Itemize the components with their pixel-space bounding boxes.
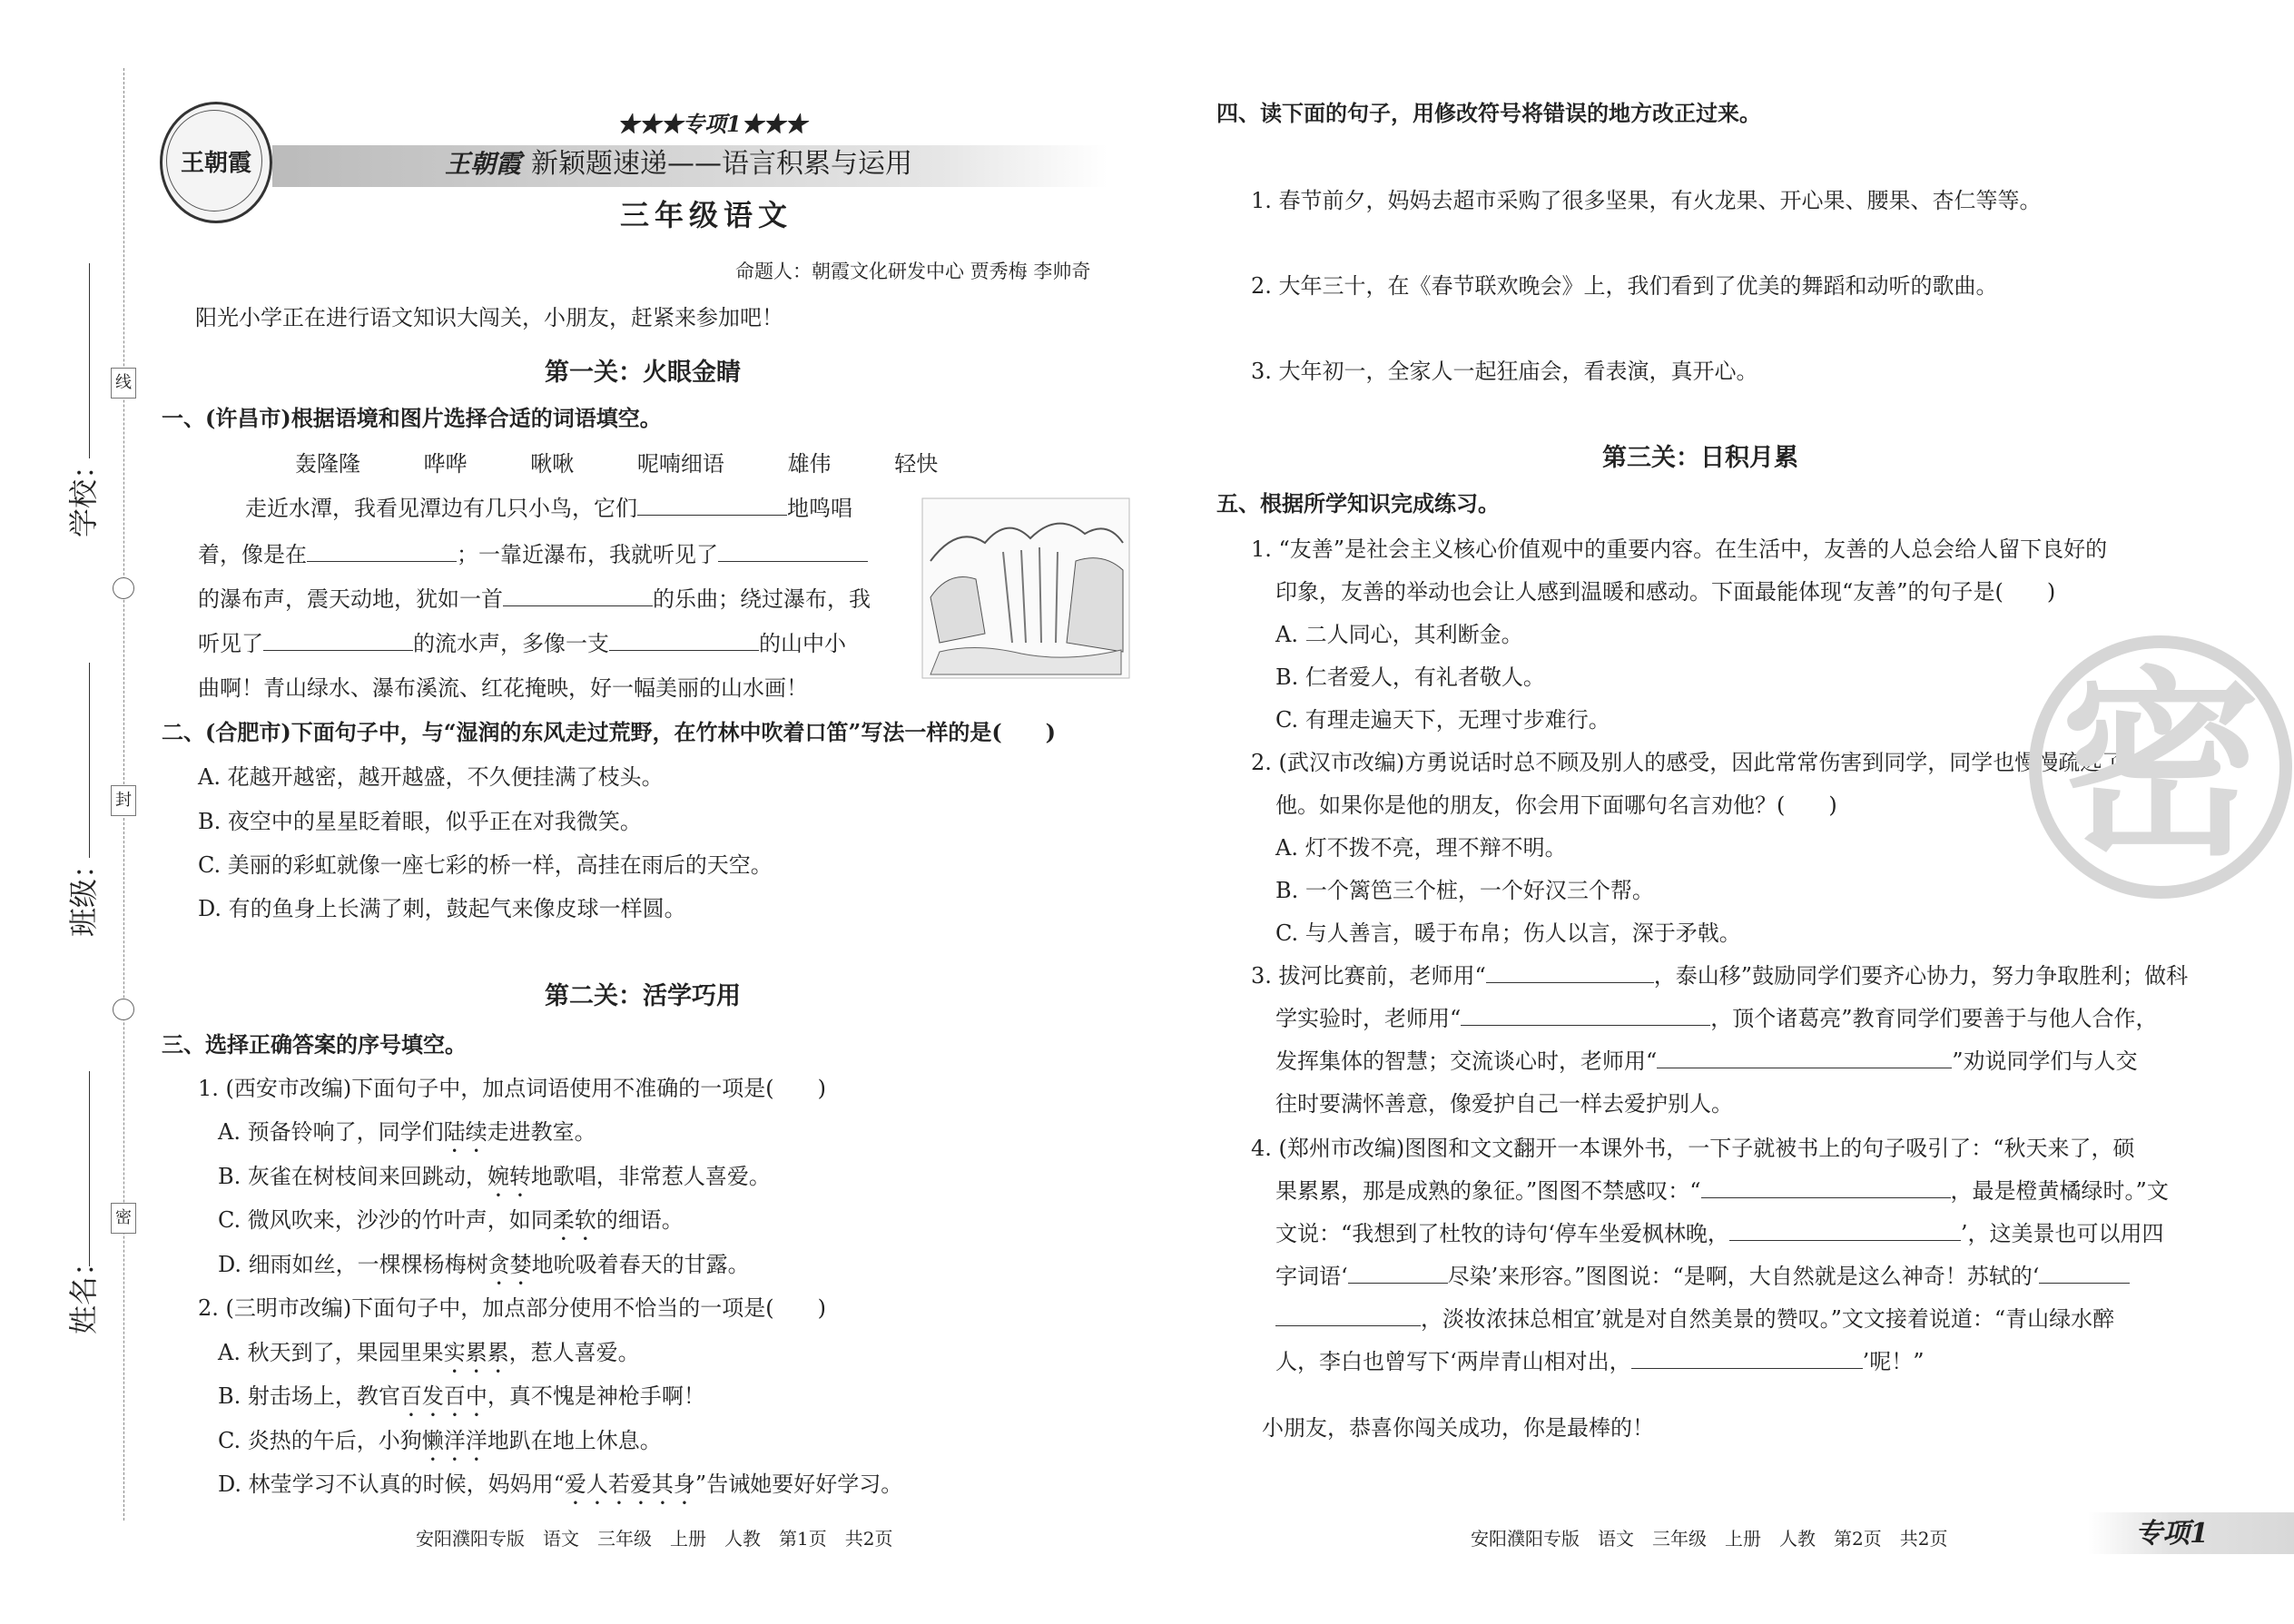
q5-4-line-6: 人，李白也曾写下‘两岸青山相对出， ’呢！” xyxy=(1275,1349,1925,1374)
level1-title: 第一关：火眼金睛 xyxy=(545,359,741,387)
name-field[interactable] xyxy=(89,1071,90,1266)
q1-stem: 一、(许昌市)根据语境和图片选择合适的词语填空。 xyxy=(162,405,662,431)
q5-2-option-a: A. 灯不拨不亮，理不辩不明。 xyxy=(1275,835,1567,861)
closing-text: 小朋友，恭喜你闯关成功，你是最棒的！ xyxy=(1262,1415,1654,1441)
brand-logo-text: 王朝霞 xyxy=(445,149,522,179)
q1-line-4: 听见了 的流水声，多像一支 的山中小 xyxy=(198,631,846,656)
q5-1-line-1: 1. “友善”是社会主义核心价值观中的重要内容。在生活中，友善的人总会给人留下良好的 xyxy=(1251,536,2108,562)
q4-stem: 四、读下面的句子，用修改符号将错误的地方改正过来。 xyxy=(1216,100,1761,126)
q5-3-blank-3[interactable] xyxy=(1657,1048,1952,1068)
waterfall-illustration xyxy=(921,497,1130,679)
blank-4[interactable] xyxy=(503,586,653,606)
q5-2-line-2: 他。如果你是他的朋友，你会用下面哪句名言劝他？( ) xyxy=(1275,792,1837,818)
q1-line-5: 曲啊！青山绿水、瀑布溪流、红花掩映，好一幅美丽的山水画！ xyxy=(198,675,808,701)
q5-4-line-3: 文说：“我想到了杜牧的诗句‘停车坐爱枫林晚， ’，这美景也可以用四 xyxy=(1275,1221,2164,1246)
seal-mark-secret: 密 xyxy=(111,1203,136,1234)
subject-title: 三年级语文 xyxy=(620,198,793,232)
q3-1-option-d: D. 细雨如丝，一棵棵杨梅树贪婪地吮吸着春天的甘露。 xyxy=(218,1252,750,1277)
word-3: 啾啾 xyxy=(530,451,575,477)
binding-flower-2 xyxy=(113,999,134,1020)
q1-line-2: 着，像是在 ；一靠近瀑布，我就听见了 xyxy=(198,541,868,568)
q3-2-option-b: B. 射击场上，教官百发百中，真不愧是神枪手啊！ xyxy=(218,1383,705,1409)
word-6: 轻快 xyxy=(894,451,939,477)
q5-4-blank-6[interactable] xyxy=(1631,1348,1863,1369)
brand-seal-text: 王朝霞 xyxy=(180,150,251,177)
q5-4-blank-1[interactable] xyxy=(1701,1177,1951,1198)
class-label: 班级： xyxy=(66,849,101,937)
q3-1-option-b: B. 灰雀在树枝间来回跳动，婉转地歌唱，非常惹人喜爱。 xyxy=(218,1164,771,1189)
class-field[interactable] xyxy=(89,663,90,858)
q5-3-blank-1[interactable] xyxy=(1486,962,1654,983)
q5-stem: 五、根据所学知识完成练习。 xyxy=(1216,490,1500,517)
footer-tab: 专项1 xyxy=(2135,1518,2209,1550)
q5-4-line-5: ，淡妆浓抹总相宜’就是对自然美景的赞叹。”文文接着说道：“青山绿水醉 xyxy=(1275,1305,2114,1333)
q3-stem: 三、选择正确答案的序号填空。 xyxy=(162,1031,467,1058)
q4-item-3: 3. 大年初一，全家人一起狂庙会，看表演，真开心。 xyxy=(1251,359,1758,384)
blank-3[interactable] xyxy=(718,541,868,562)
word-bank xyxy=(295,450,938,477)
q5-4-line-2: 果累累，那是成熟的象征。”图图不禁感叹：“ ，最是橙黄橘绿时。”文 xyxy=(1275,1178,2169,1204)
word-1: 轰隆隆 xyxy=(295,451,360,477)
blank-1[interactable] xyxy=(637,495,787,516)
q2-option-b: B. 夜空中的星星眨着眼，似乎正在对我微笑。 xyxy=(198,809,642,834)
watermark-seal xyxy=(2029,635,2292,899)
q5-3-blank-2[interactable] xyxy=(1461,1005,1710,1026)
q5-3-line-1: 3. 拔河比赛前，老师用“ ，泰山移”鼓励同学们要齐心协力，努力争取胜利；做科 xyxy=(1251,963,2189,989)
school-field[interactable] xyxy=(89,263,90,458)
word-2: 哗哗 xyxy=(423,451,468,477)
q3-2-option-a: A. 秋天到了，果园里果实累累，惹人喜爱。 xyxy=(218,1340,640,1365)
q4-item-1: 1. 春节前夕，妈妈去超市采购了很多坚果，有火龙果、开心果、腰果、杏仁等等。 xyxy=(1251,188,2042,213)
q5-4-line-1: 4. (郑州市改编)图图和文文翻开一本课外书，一下子就被书上的句子吸引了：“秋天来了，硕 xyxy=(1251,1136,2135,1161)
q3-2-option-c: C. 炎热的午后，小狗懒洋洋地趴在地上休息。 xyxy=(218,1428,662,1453)
name-label: 姓名： xyxy=(66,1246,101,1334)
q5-2-line-1: 2. (武汉市改编)方勇说话时总不顾及别人的感受，因此常常伤害到同学，同学也慢慢疏远了 xyxy=(1251,750,2124,775)
word-4: 呢喃细语 xyxy=(636,451,724,477)
seal-mark-seal: 封 xyxy=(111,785,136,816)
seal-mark-line: 线 xyxy=(111,368,136,399)
q5-4-blank-5[interactable] xyxy=(1275,1305,1421,1326)
q2-option-a: A. 花越开越密，越开越盛，不久便挂满了枝头。 xyxy=(198,764,664,790)
q2-option-d: D. 有的鱼身上长满了刺，鼓起气来像皮球一样圆。 xyxy=(198,896,686,921)
q5-1-line-2: 印象，友善的举动也会让人感到温暖和感动。下面最能体现“友善”的句子是( ) xyxy=(1275,579,2056,605)
q5-2-option-c: C. 与人善言，暖于布帛；伤人以言，深于矛戟。 xyxy=(1275,920,1741,946)
blank-6[interactable] xyxy=(609,630,759,651)
q5-3-line-2: 学实验时，老师用“ ，顶个诸葛亮”教育同学们要善于与他人合作， xyxy=(1275,1006,2158,1031)
q3-1-option-a: A. 预备铃响了，同学们陆续走进教室。 xyxy=(218,1119,596,1145)
brand-seal xyxy=(160,102,272,223)
q5-4-blank-3[interactable] xyxy=(1348,1263,1448,1284)
q2-option-c: C. 美丽的彩虹就像一座七彩的桥一样，高挂在雨后的天空。 xyxy=(198,852,773,878)
stars-label: ★★★专项1★★★ xyxy=(617,111,807,137)
q5-1-option-a: A. 二人同心，其利断金。 xyxy=(1275,622,1523,647)
q5-3-line-4: 往时要满怀善意，像爱护自己一样去爱护别人。 xyxy=(1275,1091,1733,1117)
watermark-char: 密 xyxy=(2060,650,2260,882)
level3-title: 第三关：日积月累 xyxy=(1602,444,1798,472)
q5-3-line-3: 发挥集体的智慧；交流谈心时，老师用“ ”劝说同学们与人交 xyxy=(1275,1048,2138,1074)
q5-4-line-4: 字词语‘ 尽染’来形容。”图图说：“是啊，大自然就是这么神奇！苏轼的‘ xyxy=(1275,1263,2130,1290)
level2-title: 第二关：活学巧用 xyxy=(545,982,741,1010)
school-label: 学校： xyxy=(66,449,101,537)
q5-1-option-c: C. 有理走遍天下，无理寸步难行。 xyxy=(1275,707,1610,733)
q5-2-option-b: B. 一个篱笆三个桩，一个好汉三个帮。 xyxy=(1275,878,1654,903)
q2-stem: 二、(合肥市)下面句子中，与“湿润的东风走过荒野，在竹林中吹着口笛”写法一样的是( ) xyxy=(162,719,1057,745)
q1-line-3: 的瀑布声，震天动地，犹如一首 的乐曲；绕过瀑布，我 xyxy=(198,586,871,612)
intro: 阳光小学正在进行语文知识大闯关，小朋友，赶紧来参加吧！ xyxy=(195,305,783,330)
q3-1-stem: 1. (西安市改编)下面句子中，加点词语使用不准确的一项是( ) xyxy=(198,1076,826,1101)
q3-2-stem: 2. (三明市改编)下面句子中，加点部分使用不恰当的一项是( ) xyxy=(198,1295,826,1321)
q5-4-blank-2[interactable] xyxy=(1729,1220,1961,1241)
q1-line-1: 走近水潭，我看见潭边有几只小鸟，它们 地鸣唱 xyxy=(245,496,852,521)
q3-2-option-d: D. 林莹学习不认真的时候，妈妈用“爱人若爱其身”告诫她要好好学习。 xyxy=(218,1471,903,1497)
authors: 命题人：朝霞文化研发中心 贾秀梅 李帅奇 xyxy=(735,261,1091,282)
blank-5[interactable] xyxy=(263,630,413,651)
q4-item-2: 2. 大年三十，在《春节联欢晚会》上，我们看到了优美的舞蹈和动听的歌曲。 xyxy=(1251,273,1998,299)
binding-flower-1 xyxy=(113,577,134,599)
q5-4-blank-4[interactable] xyxy=(2039,1263,2130,1284)
footer-right: 安阳濮阳专版 语文 三年级 上册 人教 第2页 共2页 xyxy=(1471,1528,1948,1550)
q5-1-option-b: B. 仁者爱人，有礼者敬人。 xyxy=(1275,664,1545,690)
blank-2[interactable] xyxy=(307,541,457,562)
footer-left: 安阳濮阳专版 语文 三年级 上册 人教 第1页 共2页 xyxy=(416,1528,893,1550)
q3-1-option-c: C. 微风吹来，沙沙的竹叶声，如同柔软的细语。 xyxy=(218,1207,684,1233)
word-5: 雄伟 xyxy=(787,451,832,477)
series-title: 新颖题速递——语言积累与运用 xyxy=(531,148,912,180)
